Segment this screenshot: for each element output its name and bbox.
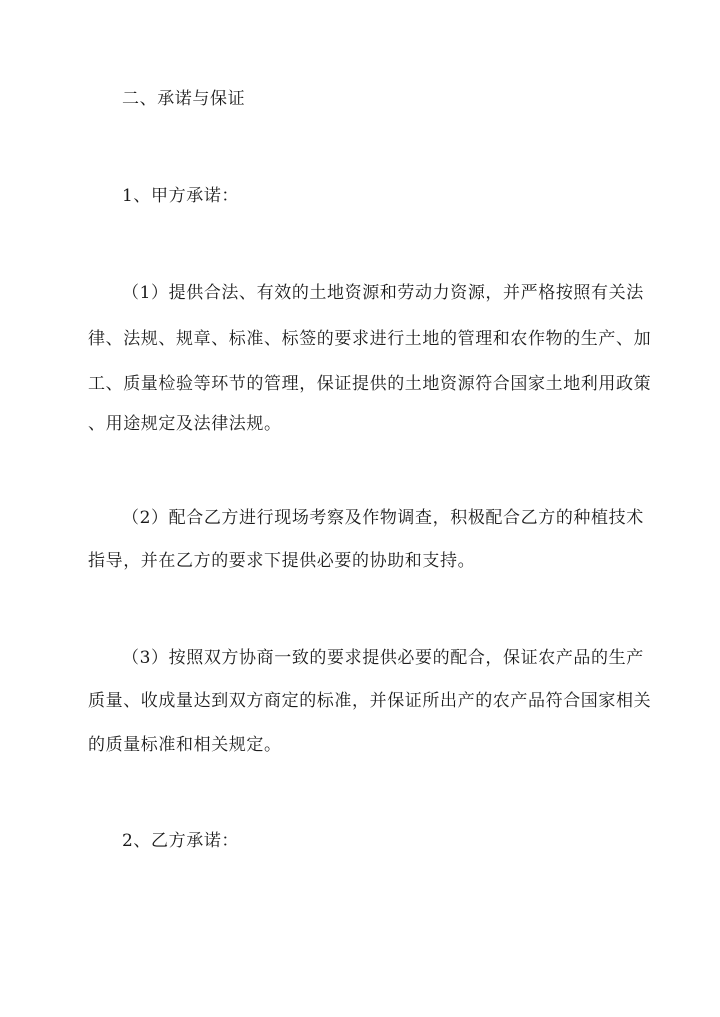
paragraph-line: 指导，并在乙方的要求下提供必要的协助和支持。 [88,551,476,571]
section-heading: 二、承诺与保证 [122,89,246,109]
paragraph-line: 工、质量检验等环节的管理，保证提供的土地资源符合国家土地利用政策 [88,374,652,394]
paragraph-line: 的质量标准和相关规定。 [88,735,282,755]
party-a-heading: 1、甲方承诺： [122,186,240,206]
party-b-heading: 2、乙方承诺： [122,831,240,851]
paragraph-line: （2）配合乙方进行现场考察及作物调查，积极配合乙方的种植技术 [122,508,644,528]
paragraph-line: 质量、收成量达到双方商定的标准，并保证所出产的农产品符合国家相关 [88,691,652,711]
paragraph-line: （1）提供合法、有效的土地资源和劳动力资源，并严格按照有关法 [122,283,644,303]
paragraph-line: 、用途规定及法律法规。 [88,414,282,434]
paragraph-line: 律、法规、规章、标准、标签的要求进行土地的管理和农作物的生产、加 [88,329,652,349]
paragraph-line: （3）按照双方协商一致的要求提供必要的配合，保证农产品的生产 [122,648,644,668]
